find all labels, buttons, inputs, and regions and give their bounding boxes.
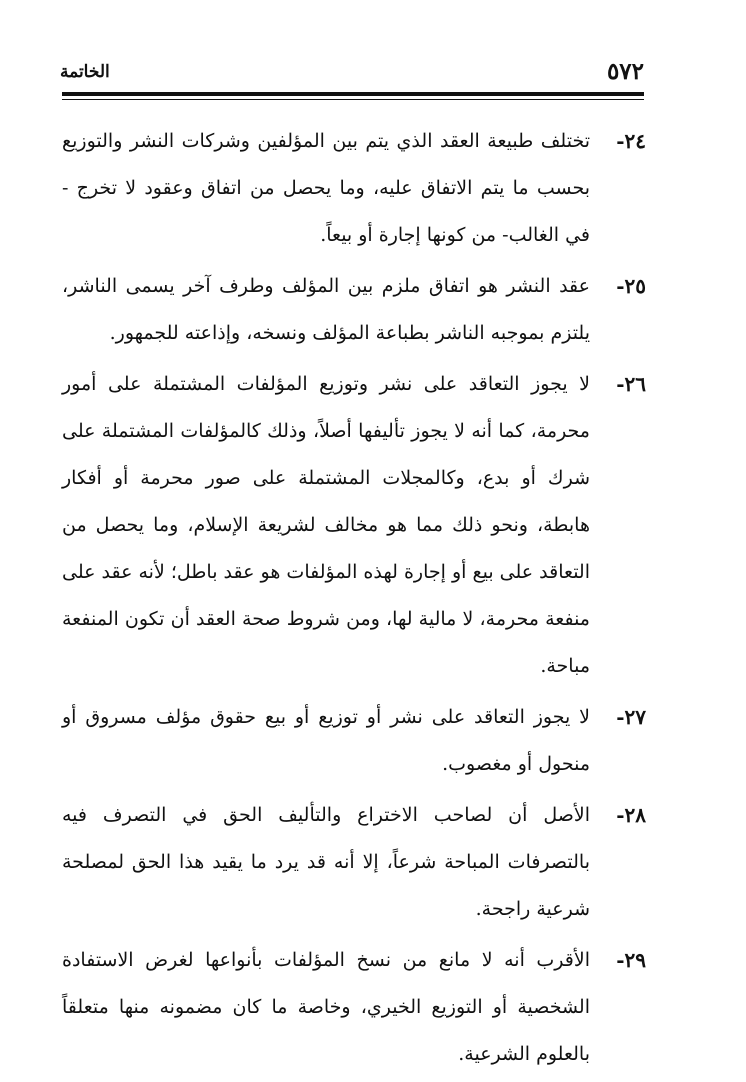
list-item xyxy=(62,792,646,933)
item-number: ٢٧- xyxy=(616,705,646,729)
page-number: ٥٧٢ xyxy=(606,58,644,85)
list-item xyxy=(62,361,646,690)
chapter-title: الخاتمة xyxy=(60,62,110,82)
list-item xyxy=(62,263,646,357)
header-rule-thick xyxy=(62,92,644,96)
item-text: لا يجوز التعاقد على نشر أو توزيع أو بيع حقوق مؤلف مسروق أو منحول أو مغصوب. xyxy=(62,706,590,775)
item-number: ٢٩- xyxy=(616,948,646,972)
list-item xyxy=(62,694,646,788)
header-rule-thin xyxy=(62,99,644,100)
item-text: تختلف طبيعة العقد الذي يتم بين المؤلفين وشركات النشر والتوزيع بحسب ما يتم الاتفاق عليه، وما يحصل من اتفاق وعقود لا تخرج - في الغالب- من كونها إجارة أو بيعاً. xyxy=(62,130,590,246)
item-text: الأصل أن لصاحب الاختراع والتأليف الحق في التصرف فيه بالتصرفات المباحة شرعاً، إلا أنه قد يرد ما يقيد هذا الحق لمصلحة شرعية راجحة. xyxy=(62,804,590,920)
item-number: ٢٦- xyxy=(616,372,646,396)
item-number: ٢٤- xyxy=(616,129,646,153)
list-item xyxy=(62,118,646,259)
item-text: الأقرب أنه لا مانع من نسخ المؤلفات بأنواعها لغرض الاستفادة الشخصية أو التوزيع الخيري، وخاصة ما كان مضمونه منها متعلقاً بالعلوم الشرعية. xyxy=(62,949,590,1065)
running-header xyxy=(60,58,644,86)
item-number: ٢٨- xyxy=(616,803,646,827)
item-text: عقد النشر هو اتفاق ملزم بين المؤلف وطرف آخر يسمى الناشر، يلتزم بموجبه الناشر بطباعة المؤلف ونسخه، وإذاعته للجمهور. xyxy=(62,275,590,344)
list-item xyxy=(62,937,646,1078)
conclusion-list xyxy=(62,118,646,1082)
item-number: ٢٥- xyxy=(616,274,646,298)
item-text: لا يجوز التعاقد على نشر وتوزيع المؤلفات المشتملة على أمور محرمة، كما أنه لا يجوز تأليفها أصلاً، وذلك كالمؤلفات المشتملة على شرك أو بدع، وكالمجلات المشتملة على صور محرمة أو أفكار هابطة، ونحو ذلك مما هو مخالف لشريعة الإسلام، وما يحصل من التعاقد على بيع أو إجارة لهذه المؤلفات هو عقد باطل؛ لأنه عقد على منفعة محرمة، لا مالية لها، ومن شروط صحة العقد أن تكون المنفعة مباحة. xyxy=(62,373,590,677)
